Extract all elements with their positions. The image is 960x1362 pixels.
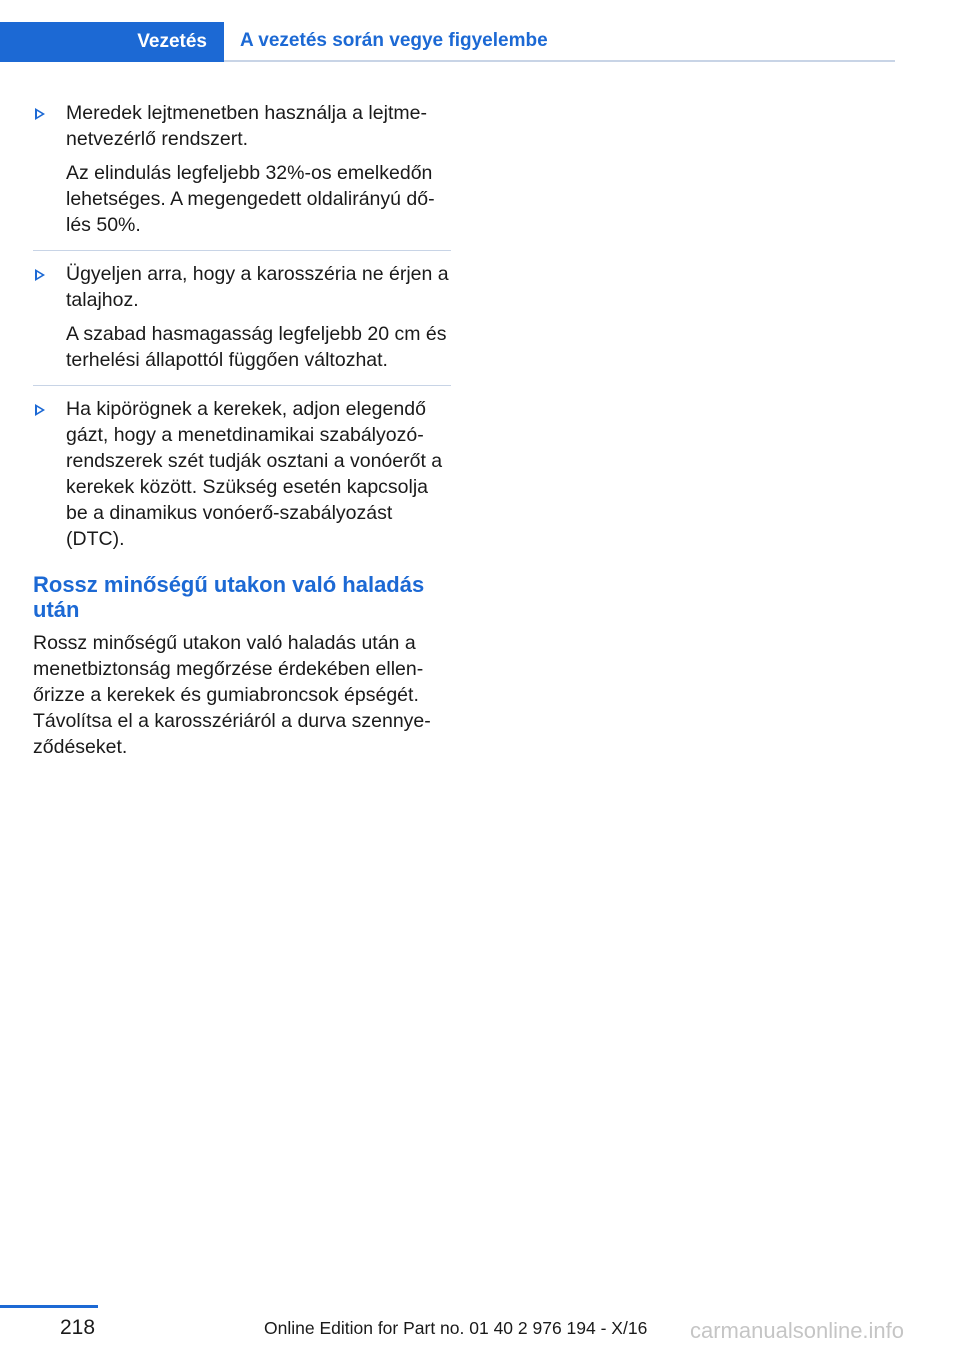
bullet-triangle-icon bbox=[35, 269, 45, 281]
watermark: carmanualsonline.info bbox=[690, 1318, 905, 1343]
list-item bbox=[33, 100, 451, 238]
bullet-subtext: A szabad hasmagasság legfeljebb 20 cm és terhelési állapottól függően változhat. bbox=[66, 323, 447, 371]
edition-text: Online Edition for Part no. 01 40 2 976 194 - X/16 bbox=[264, 1318, 648, 1338]
section-body: Rossz minőségű utakon való haladás után a menetbiztonság megőrzése érdekében ellen-őrizze a kerekek és gumiabroncsok épségét. Távolítsa el a karosszériáról a durva szennye-ződéseket. bbox=[33, 632, 431, 758]
subsection-tab bbox=[224, 22, 895, 62]
bullet-triangle-icon bbox=[35, 404, 45, 416]
bullet-triangle-icon bbox=[35, 108, 45, 120]
bullet-text: Ha kipörögnek a kerekek, adjon elegendő gázt, hogy a menetdinamikai szabályozó-rendszerek szét tudják osztani a vonóerőt a kerekek között. Szükség esetén kapcsolja be a dinamikus vonóerő-szabályozást (DTC). bbox=[66, 398, 443, 550]
bullet-text: Ügyeljen arra, hogy a karosszéria ne érjen a talajhoz. bbox=[66, 263, 449, 311]
page-number: 218 bbox=[60, 1316, 96, 1339]
divider bbox=[33, 250, 451, 251]
bullet-subtext: Az elindulás legfeljebb 32%-os emelkedőn lehetséges. A megengedett oldalirányú dő-lés 50%. bbox=[66, 162, 435, 236]
section-label: Vezetés bbox=[137, 31, 207, 52]
divider bbox=[33, 385, 451, 386]
page-header bbox=[0, 0, 960, 62]
section-tab bbox=[0, 22, 224, 62]
content-column bbox=[33, 100, 451, 768]
section-title: Rossz minőségű utakon való haladás után bbox=[33, 572, 425, 622]
list-item bbox=[33, 261, 451, 373]
list-item bbox=[33, 396, 451, 552]
bullet-text: Meredek lejtmenetben használja a lejtme-netvezérlő rendszert. bbox=[66, 102, 427, 150]
footer-accent-line bbox=[0, 1305, 98, 1308]
subsection-label: A vezetés során vegye figyelembe bbox=[240, 30, 548, 51]
